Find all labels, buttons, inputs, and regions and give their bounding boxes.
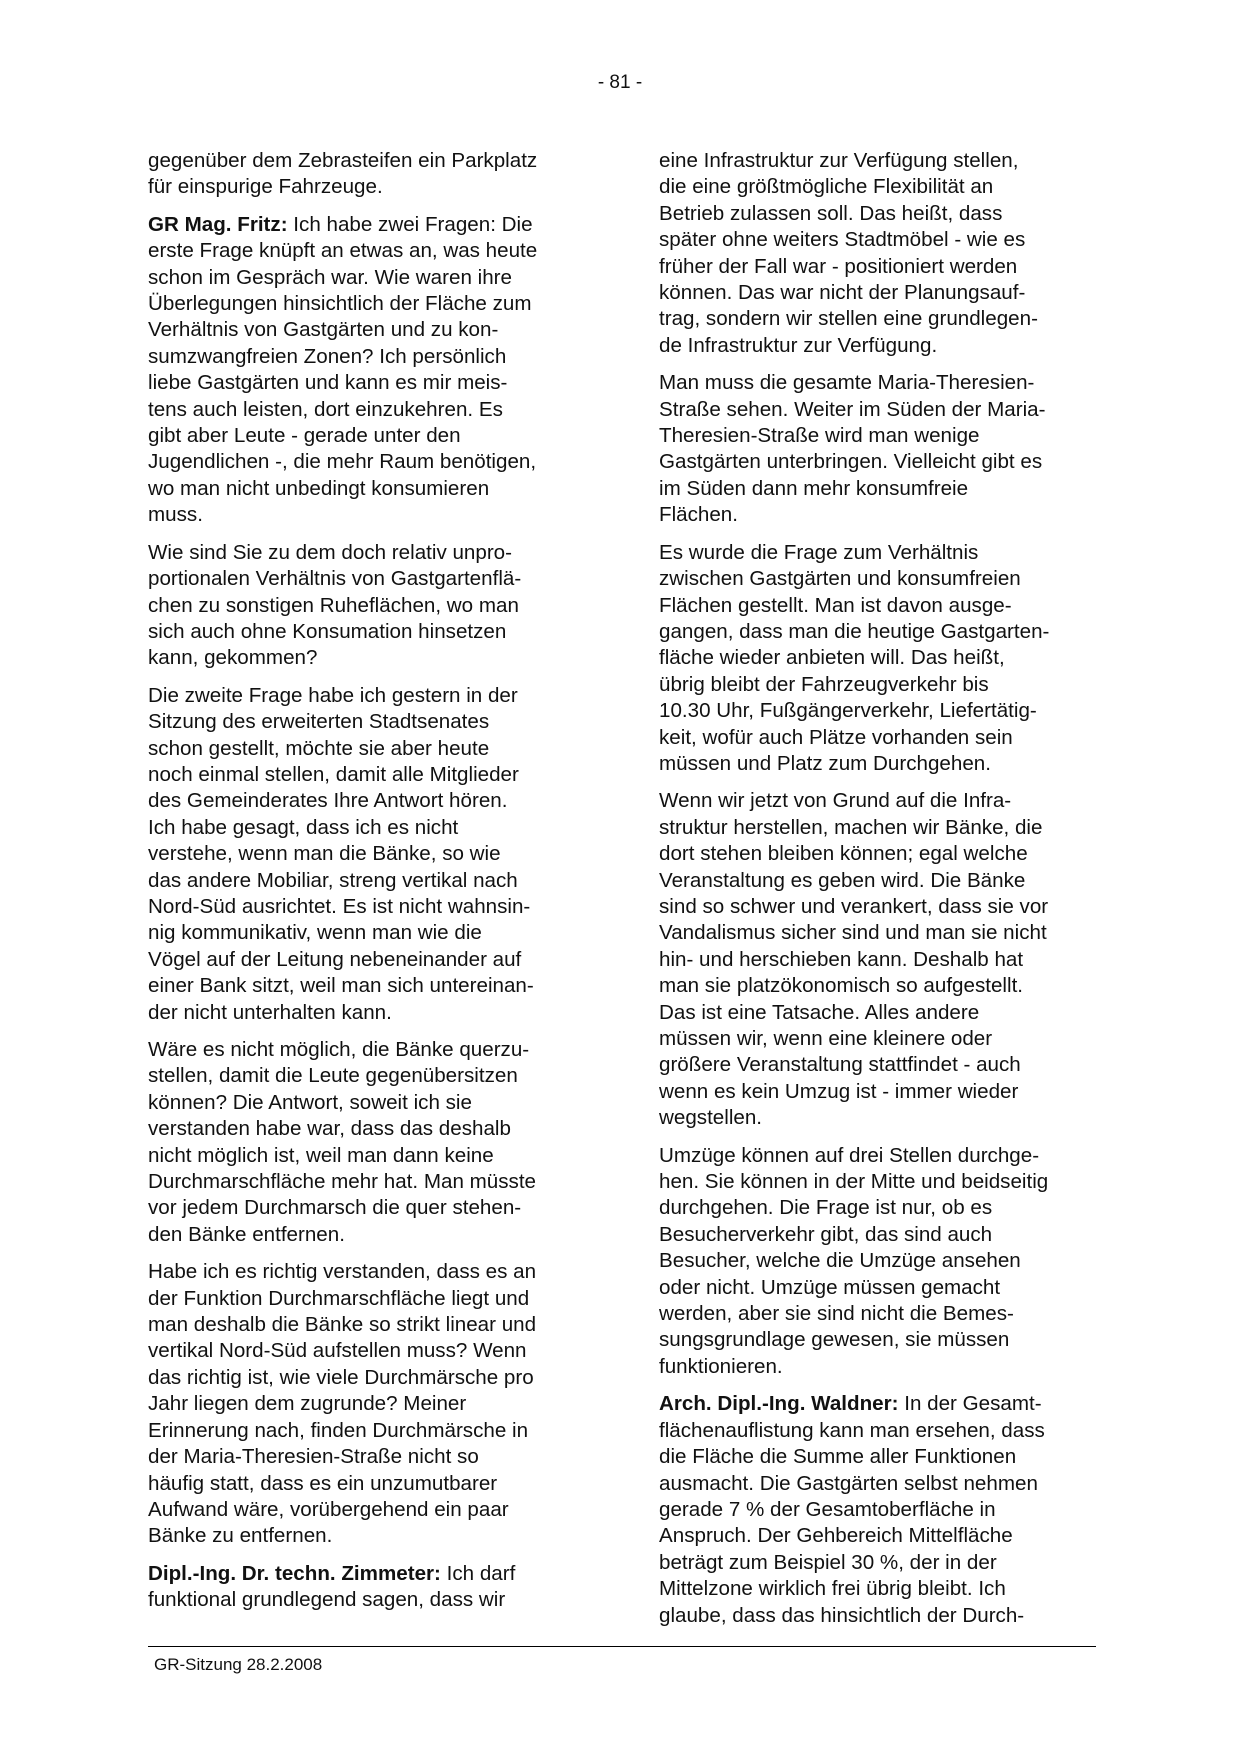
page-number: - 81 -	[597, 72, 643, 93]
text-line: Theresien-Straße wird man wenige	[659, 424, 980, 448]
text-line: Wenn wir jetzt von Grund auf die Infra-	[659, 789, 1012, 813]
text-line: funktionieren.	[659, 1354, 783, 1378]
text-line: der nicht unterhalten kann.	[148, 1000, 392, 1024]
text-line: dort stehen bleiben können; egal welche	[659, 842, 1028, 866]
text-line: einer Bank sitzt, weil man sich untereinan-	[148, 974, 534, 998]
text-line: muss.	[148, 503, 203, 527]
text-line: Vandalismus sicher sind und man sie nicht	[659, 921, 1047, 945]
text-line: eine Infrastruktur zur Verfügung stellen,	[659, 149, 1019, 172]
paragraph	[148, 540, 580, 672]
text-line: vor jedem Durchmarsch die quer stehen-	[148, 1196, 522, 1220]
text-line: die Fläche die Summe aller Funktionen	[659, 1445, 1017, 1469]
text-line: größere Veranstaltung stattfindet - auch	[659, 1053, 1021, 1077]
paragraph	[148, 1037, 580, 1248]
text-line: Jugendlichen -, die mehr Raum benötigen,	[148, 450, 537, 474]
text-line: für einspurige Fahrzeuge.	[148, 175, 383, 199]
text-line: fläche wieder anbieten will. Das heißt,	[659, 646, 1005, 670]
paragraph	[659, 540, 1091, 778]
text-line: Sitzung des erweiterten Stadtsenates	[148, 710, 490, 734]
text-line: des Gemeinderates Ihre Antwort hören.	[148, 789, 508, 813]
text-line: sungsgrundlage gewesen, sie müssen	[659, 1328, 1010, 1352]
text-line: verstehe, wenn man die Bänke, so wie	[148, 842, 501, 866]
text-line: der Maria-Theresien-Straße nicht so	[148, 1445, 479, 1469]
text-line: beträgt zum Beispiel 30 %, der in der	[659, 1550, 997, 1574]
speaker-text: In der Gesamt-	[898, 1392, 1042, 1416]
text-line: Man muss die gesamte Maria-Theresien-	[659, 371, 1035, 395]
text-line: Die zweite Frage habe ich gestern in der	[148, 683, 518, 707]
text-line: flächenauflistung kann man ersehen, dass	[659, 1418, 1045, 1442]
text-line: wegstellen.	[659, 1106, 763, 1130]
paragraph	[148, 683, 580, 1026]
paragraph	[148, 148, 580, 201]
text-line: gegenüber dem Zebrasteifen ein Parkplatz	[148, 149, 538, 172]
text-line: Ich habe gesagt, dass ich es nicht	[148, 815, 459, 839]
text-line: gangen, dass man die heutige Gastgarten-	[659, 619, 1050, 643]
text-line: Flächen gestellt. Man ist davon ausge-	[659, 593, 1012, 617]
text-line: durchgehen. Die Frage ist nur, ob es	[659, 1196, 993, 1220]
text-line: Mittelzone wirklich frei übrig bleibt. Ich	[659, 1577, 1006, 1601]
text-line: Aufwand wäre, vorübergehend ein paar	[148, 1497, 509, 1521]
text-line: tens auch leisten, dort einzukehren. Es	[148, 397, 503, 421]
text-line: übrig bleibt der Fahrzeugverkehr bis	[659, 672, 989, 696]
text-line: Überlegungen hinsichtlich der Fläche zum	[148, 292, 532, 316]
text-line: sumzwangfreien Zonen? Ich persönlich	[148, 344, 507, 368]
text-line	[148, 212, 580, 238]
speaker-name: GR Mag. Fritz:	[148, 212, 288, 236]
text-line: Betrieb zulassen soll. Das heißt, dass	[659, 201, 1003, 225]
text-line: 10.30 Uhr, Fußgängerverkehr, Liefertätig-	[659, 699, 1037, 723]
text-line: funktional grundlegend sagen, dass wir	[148, 1588, 506, 1612]
text-line: Straße sehen. Weiter im Süden der Maria-	[659, 397, 1046, 421]
text-line: vertikal Nord-Süd aufstellen muss? Wenn	[148, 1339, 527, 1363]
text-line: müssen und Platz zum Durchgehen.	[659, 751, 991, 775]
speaker-name: Arch. Dipl.-Ing. Waldner:	[659, 1392, 899, 1416]
text-line: können. Das war nicht der Planungsauf-	[659, 281, 1026, 305]
text-line: später ohne weiters Stadtmöbel - wie es	[659, 228, 1026, 252]
text-line: Besucher, welche die Umzüge ansehen	[659, 1249, 1021, 1273]
paragraph	[148, 1259, 580, 1549]
text-line: der Funktion Durchmarschfläche liegt und	[148, 1286, 530, 1310]
text-line: im Süden dann mehr konsumfreie	[659, 476, 969, 500]
text-line: Durchmarschfläche mehr hat. Man müsste	[148, 1170, 536, 1194]
text-line: Vögel auf der Leitung nebeneinander auf	[148, 947, 522, 971]
text-line: gibt aber Leute - gerade unter den	[148, 424, 461, 448]
text-line: wo man nicht unbedingt konsumieren	[148, 476, 490, 500]
speaker-text: Ich darf	[440, 1561, 516, 1585]
text-line: Gastgärten unterbringen. Vielleicht gibt es	[659, 450, 1043, 474]
paragraph	[659, 1143, 1091, 1381]
text-line	[148, 1561, 580, 1587]
text-line: werden, aber sie sind nicht die Bemes-	[659, 1302, 1014, 1326]
text-line: wenn es kein Umzug ist - immer wieder	[659, 1079, 1019, 1103]
text-line: sind so schwer und verankert, dass sie vor	[659, 894, 1049, 918]
text-line: noch einmal stellen, damit alle Mitglieder	[148, 762, 519, 786]
text-line: Bänke zu entfernen.	[148, 1524, 333, 1548]
text-line: Jahr liegen dem zugrunde? Meiner	[148, 1392, 467, 1416]
text-line: das andere Mobiliar, streng vertikal nach	[148, 868, 518, 892]
paragraph	[659, 370, 1091, 528]
text-line: ausmacht. Die Gastgärten selbst nehmen	[659, 1471, 1038, 1495]
text-line: glaube, dass das hinsichtlich der Durch-	[659, 1603, 1025, 1627]
text-line: schon gestellt, möchte sie aber heute	[148, 736, 490, 760]
text-line: Veranstaltung es geben wird. Die Bänke	[659, 868, 1026, 892]
text-line: Nord-Süd ausrichtet. Es ist nicht wahnsin-	[148, 894, 531, 918]
text-line: Habe ich es richtig verstanden, dass es an	[148, 1260, 537, 1284]
text-line: den Bänke entfernen.	[148, 1222, 345, 1246]
text-line: Anspruch. Der Gehbereich Mittelfläche	[659, 1524, 1013, 1548]
text-line: Flächen.	[659, 503, 738, 527]
text-line: Verhältnis von Gastgärten und zu kon-	[148, 318, 499, 342]
text-line: schon im Gespräch war. Wie waren ihre	[148, 265, 512, 289]
text-line: häufig statt, dass es ein unzumutbarer	[148, 1471, 498, 1495]
text-line: müssen wir, wenn eine kleinere oder	[659, 1027, 993, 1050]
text-line: trag, sondern wir stellen eine grundlegen-	[659, 307, 1038, 331]
text-line: die eine größtmögliche Flexibilität an	[659, 175, 994, 199]
speaker-text: Ich habe zwei Fragen: Die	[287, 212, 533, 236]
text-line: Wäre es nicht möglich, die Bänke querzu-	[148, 1038, 530, 1061]
text-line: kann, gekommen?	[148, 646, 318, 670]
paragraph	[148, 1561, 580, 1614]
text-line: keit, wofür auch Plätze vorhanden sein	[659, 725, 1013, 749]
text-line: hen. Sie können in der Mitte und beidseitig	[659, 1170, 1049, 1194]
left-column	[148, 148, 580, 1625]
text-line: gerade 7 % der Gesamtoberfläche in	[659, 1497, 996, 1521]
text-line: können? Die Antwort, soweit ich sie	[148, 1090, 472, 1114]
footer-rule	[148, 1646, 1096, 1647]
text-line: de Infrastruktur zur Verfügung.	[659, 333, 938, 357]
text-line: erste Frage knüpft an etwas an, was heute	[148, 239, 538, 263]
text-line: struktur herstellen, machen wir Bänke, die	[659, 815, 1043, 839]
text-line: nicht möglich ist, weil man dann keine	[148, 1143, 494, 1167]
text-line: Umzüge können auf drei Stellen durchge-	[659, 1143, 1040, 1167]
text-line: chen zu sonstigen Ruheflächen, wo man	[148, 593, 519, 617]
text-line	[659, 1391, 1091, 1417]
text-line: Es wurde die Frage zum Verhältnis	[659, 540, 979, 564]
text-line: Besucherverkehr gibt, das sind auch	[659, 1222, 993, 1246]
text-line: Erinnerung nach, finden Durchmärsche in	[148, 1418, 529, 1442]
text-line: zwischen Gastgärten und konsumfreien	[659, 567, 1021, 591]
text-line: hin- und herschieben kann. Deshalb hat	[659, 947, 1024, 971]
paragraph	[659, 148, 1091, 359]
text-line: das richtig ist, wie viele Durchmärsche pro	[148, 1365, 534, 1389]
text-line: stellen, damit die Leute gegenübersitzen	[148, 1064, 518, 1088]
text-line: früher der Fall war - positioniert werden	[659, 254, 1018, 278]
speaker-name: Dipl.-Ing. Dr. techn. Zimmeter:	[148, 1561, 441, 1585]
footer-text: GR-Sitzung 28.2.2008	[154, 1655, 323, 1674]
text-line: Wie sind Sie zu dem doch relativ unpro-	[148, 540, 512, 564]
text-line: verstanden habe war, dass das deshalb	[148, 1117, 511, 1141]
text-line: Das ist eine Tatsache. Alles andere	[659, 1000, 980, 1024]
right-column	[659, 148, 1091, 1640]
text-line: liebe Gastgärten und kann es mir meis-	[148, 371, 508, 395]
paragraph	[148, 212, 580, 529]
text-line: man deshalb die Bänke so strikt linear und	[148, 1313, 537, 1337]
paragraph	[659, 1391, 1091, 1629]
paragraph	[659, 788, 1091, 1131]
text-line: nig kommunikativ, wenn man wie die	[148, 921, 482, 945]
text-line: portionalen Verhältnis von Gastgartenflä-	[148, 567, 522, 591]
text-line: sich auch ohne Konsumation hinsetzen	[148, 619, 507, 643]
text-line: oder nicht. Umzüge müssen gemacht	[659, 1275, 1001, 1299]
text-line: man sie platzökonomisch so aufgestellt.	[659, 974, 1024, 998]
